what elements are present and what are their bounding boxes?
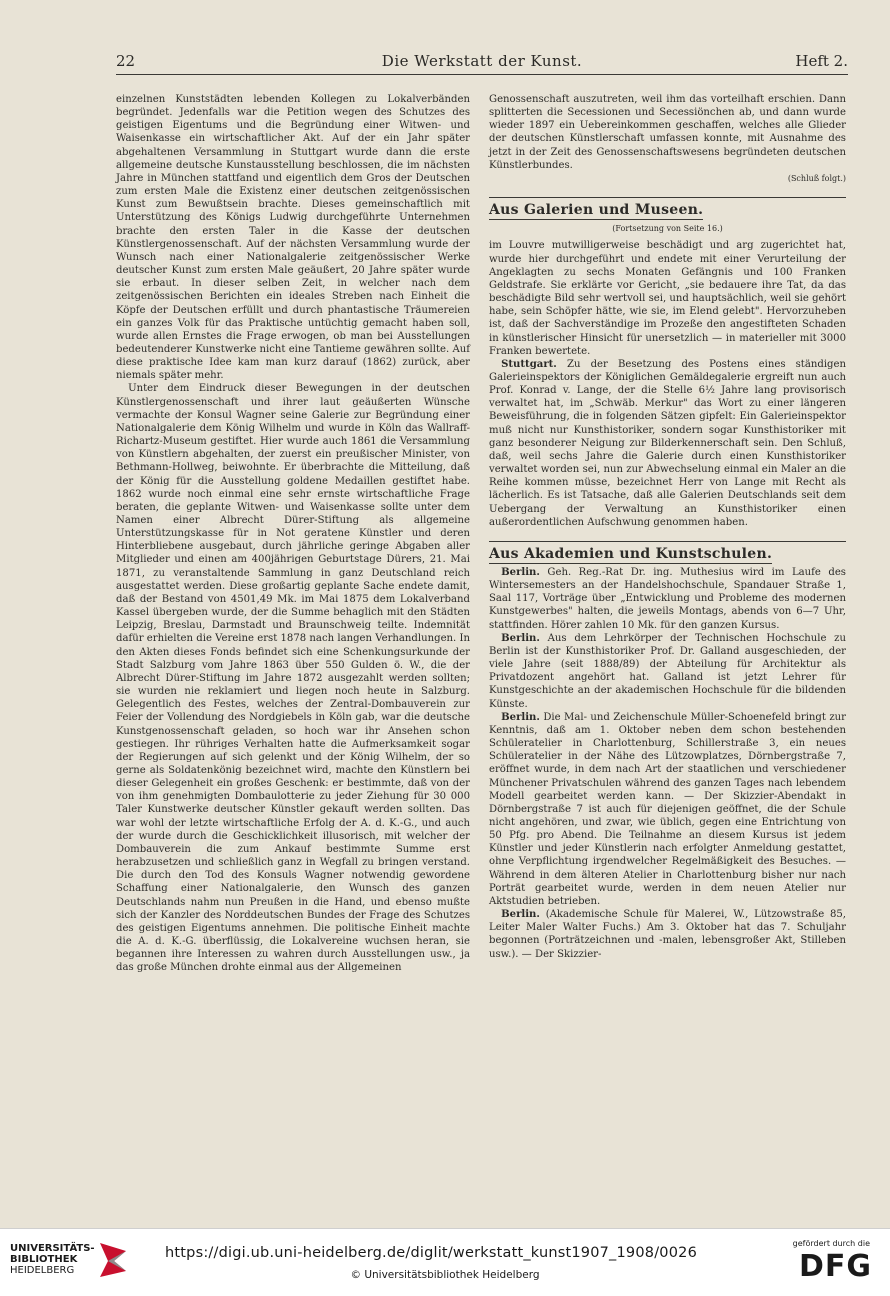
news-item xyxy=(489,908,846,961)
place-name: Berlin. xyxy=(501,909,540,921)
place-name: Stuttgart. xyxy=(501,358,557,370)
running-head xyxy=(116,50,848,75)
to-be-continued: (Schluß folgt.) xyxy=(787,173,846,183)
body-paragraph xyxy=(489,239,846,357)
section-heading-text: Aus Galerien und Museen. xyxy=(489,202,704,219)
body-paragraph: einzelnen Kunststädten lebenden Kollegen zu Lokalverbänden begründet. Jedenfalls war die Petition wegen des Schutzes des geistigen Eigentums und die Begründung einer Witwen- und Waisenkasse ein wirtschaftlicher Akt. Auf der ein Jahr später abgehaltenen Versammlung in Stuttgart wurde dann die erste allgemeine deutsche Kunstausstellung beschlossen, die im nächsten Jahre in München stattfand und eigentlich dem Gros der Deutschen zum ersten Male die Existenz einer deutschen zeitgenössischen Kunst zum Bewußtsein brachte. Dieses gemeinschaftlich mit Unterstützung des Königs Ludwig durchgeführte Unternehmen brachte den ersten Taler in die Kasse der deutschen Künstlergenossenschaft. Auf der nächsten Versammlung wurde der Wunsch nach einer Nationalgalerie zeitgenössischer Werke deutscher Kunst zum ersten Male geäußert, 20 Jahre später wurde sie erbaut. In dieser selben Zeit, in welcher nach dem zeitgenössischen Berichten ein ideales Streben nach Einheit die Köpfe der Deutschen erfüllt und durch phantastische Träumereien ein ganzes Volk für das Praktische untüchtig gemacht haben soll, wurde allen Ernstes die Frage erwogen, ob man bei Ausstellungen bedeutenderer Kunstwerke nicht eine Tantieme gewähren sollte. Auf diese praktische Idee kam man kurz darauf (1862) zurück, aber niemals später mehr. xyxy=(116,94,470,382)
news-item xyxy=(489,566,846,632)
paragraph-text: Zu der Besetzung des Postens eines ständigen Galerieinspektors der Königlichen Gemäldegalerie ergreift nun auch Prof. Konrad v. Lange, der die Stelle 6½ Jahre lang provisorisch verwaltet hat, im „Schwäb. Merkur" das Wort zu einer längeren Beweisführung, die in folgenden Sätzen gipfelt: Ein Galerieinspektor muß nicht nur Kunsthistoriker, sondern sogar Kunsthistoriker mit ganz besonderer Neigung zur Bilderkennerschaft sein. Den Schluß, daß, weil sechs Jahre die Galerie durch einen Kunsthistoriker verwaltet worden sei, nun zur Abwechselung einmal ein Maler an die Reihe kommen müsse, bezeichnet Herr von Lange mit Recht als lächerlich. Es ist Tatsache, daß alle Galerien Deutschlands seit dem Uebergang der Verwaltung an Kunsthistoriker einen außerordentlichen Aufschwung genommen haben. xyxy=(489,358,846,528)
body-paragraph: Genossenschaft auszutreten, weil ihm das vorteilhaft erschien. Dann splitterten die Secessionen und Secessiönchen ab, und dann wurde wieder 1897 ein Uebereinkommen geschaffen, welches alle Glieder der deutschen Künstlerschaft umfassen konnte, mit Ausnahme des jetzt in der Zeit des Genossenschaftswesens begründeten deutschen Künstlerbundes. xyxy=(489,94,846,171)
place-name: Berlin. xyxy=(501,632,540,644)
section-heading-galleries xyxy=(489,197,846,217)
paragraph-text: im Louvre mutwilligerweise beschädigt und arg zugerichtet hat, wurde hier durchgeführt und endete mit einer Verurteilung der Angeklagten zu sechs Monaten Gefängnis und 100 Franken Geldstrafe. Sie erklärte vor Gericht, „sie bedauere ihre Tat, da das beschädigte Bild sehr wertvoll sei, und hauptsächlich, weil sie gehört habe, sein Schöpfer hätte, wie sie, im Elend gelebt". Hervorzuheben ist, daß der Sachverständige im Prozeße den angestifteten Schaden in künstlerischer Hinsicht für unersetzlich — in materieller mit 3000 Franken bewertete. xyxy=(489,240,846,357)
news-item xyxy=(489,358,846,529)
running-title: Die Werkstatt der Kunst. xyxy=(381,52,583,70)
news-item xyxy=(489,711,846,908)
paragraph-text: Aus dem Lehrkörper der Technischen Hochschule zu Berlin ist der Kunsthistoriker Prof. Dr. Galland ausgeschieden, der viele Jahre (seit 1888/89) der Abteilung für Architektur als Privatdozent angehört hat. Galland ist jetzt Lehrer für Kunstgeschichte an der akademischen Hochschule für die bildenden Künste. xyxy=(489,632,846,710)
paragraph-text: Geh. Reg.-Rat Dr. ing. Muthesius wird im Laufe des Wintersemesters an der Handelshochschule, Spandauer Straße 1, Saal 117, Vorträge über „Entwicklung und Probleme des modernen Kunstgewerbes" halten, die jeweils Montags, abends von 6—7 Uhr, stattfinden. Hörer zahlen 10 Mk. für den ganzen Kursus. xyxy=(489,567,846,631)
place-name: Berlin. xyxy=(501,567,540,578)
body-paragraph: Unter dem Eindruck dieser Bewegungen in der deutschen Künstlergenossenschaft und ihrer laut geäußerten Wünsche vermachte der Konsul Wagner seine Galerie zur Begründung einer Nationalgalerie dem König Wilhelm und wurde in Köln das Wallraff-Richartz-Museum gestiftet. Hier wurde auch 1861 die Versammlung von Künstlern abgehalten, der zuerst ein preußischer Minister, von Bethmann-Hollweg, beiwohnte. Er überbrachte die Mitteilung, daß der König für die Ausstellung goldene Medaillen gestiftet habe. 1862 wurde noch einmal eine sehr ernste wirtschaftliche Frage beraten, die geplante Witwen- und Waisenkasse sollte unter dem Namen einer Albrecht Dürer-Stiftung als allgemeine Unterstützungskasse für in Not geratene Künstler und deren Hinterbliebene ausgebaut, durch jährliche geringe Abgaben aller Mitglieder und einen am 400jährigen Geburtstage Dürers, 21. Mai 1871, zu veranstaltende Sammlung in ganz Deutschland reich ausgestattet werden. Diese großartig geplante Sache endete damit, daß der Bestand von 4501,49 Mk. im Mai 1875 dem Lokalverband Kassel übergeben wurde, der die Summe behaglich mit den Städten Leipzig, Breslau, Darmstadt und Braunschweig teilte. Indemnität dafür erhielten die Vereine erst 1878 nach langen Verhandlungen. In den Akten dieses Fonds befindet sich eine Schenkungsurkunde der Stadt Salzburg vom Jahre 1863 über 550 Gulden ö. W., die der Albrecht Dürer-Stiftung im Jahre 1872 ausgezahlt werden sollten; sie wurden nie reklamiert und liegen noch heute in Salzburg. Gelegentlich des Festes, welches der Zentral-Dombauverein zur Feier der Vollendung des Nordgiebels in Köln gab, war die deutsche Kunstgenossenschaft geladen, so hoch war ihr Ansehen schon gestiegen. Ihr rühriges Verhalten hatte die Aufmerksamkeit sogar der Regierungen auf sich gelenkt und der König Wilhelm, der so gerne als Soldatenkönig bezeichnet wird, machte den Künstlern bei dieser Gelegenheit ein großes Geschenk: er bestimmte, daß von der von ihm genehmigten Dombaulotterie zu jeder Ziehung für 30 000 Taler Kunstwerke deutscher Künstler gekauft werden sollten. Das war wohl der letzte wirtschaftliche Erfolg der A. d. K.-G., und auch der wurde durch die Geschicklichkeit illusorisch, mit welcher der Dombauverein die zum Ankauf bestimmte Summe erst herabzusetzen und schließlich ganz in Wegfall zu bringen verstand. Die durch den Tod des Konsuls Wagner notwendig gewordene Schaffung einer Nationalgalerie, den Wunsch des ganzen Deutschlands nahm nun Preußen in die Hand, und ebenso mußte sich der Kanzler des Norddeutschen Bundes der Frage des Schutzes des geistigen Eigentums annehmen. Die politische Einheit machte die A. d. K.-G. überflüssig, die Lokalvereine wuchsen heran, sie begannen ihre Interessen zu wahren durch Ausstellungen usw., ja das große München drohte einmal aus der Allgemeinen xyxy=(116,383,470,974)
news-item xyxy=(489,632,846,711)
right-column xyxy=(489,93,846,961)
sponsor-label: gefördert durch die xyxy=(792,1239,870,1248)
digitization-footer xyxy=(0,1228,890,1296)
dfg-logo[interactable]: DFG xyxy=(798,1249,872,1284)
library-name-line: BIBLIOTHEK xyxy=(10,1254,78,1265)
continuation-note: (Fortsetzung von Seite 16.) xyxy=(612,224,723,234)
left-column xyxy=(116,93,470,974)
place-name: Berlin. xyxy=(501,711,540,723)
permalink-url[interactable]: https://digi.ub.uni-heidelberg.de/diglit/werkstatt_kunst1907_1908/0026 xyxy=(165,1245,697,1261)
issue-number: Heft 2. xyxy=(795,52,848,70)
paragraph-text: (Akademische Schule für Malerei, W., Lützowstraße 85, Leiter Maler Walter Fuchs.) Am 3. Oktober hat das 7. Schuljahr begonnen (Porträtzeichnen und -malen, lebensgroßer Akt, Stilleben usw.). — Der Skizzier- xyxy=(489,909,846,960)
page-number: 22 xyxy=(116,52,136,70)
section-heading-text: Aus Akademien und Kunstschulen. xyxy=(489,545,773,562)
library-name-line: UNIVERSITÄTS- xyxy=(10,1243,95,1254)
copyright-notice: © Universitätsbibliothek Heidelberg xyxy=(350,1269,540,1281)
section-heading-academies xyxy=(489,541,846,561)
paragraph-text: Die Mal- und Zeichenschule Müller-Schoenefeld bringt zur Kenntnis, daß am 1. Oktober neben dem schon bestehenden Schüleratelier in Charlottenburg, Schillerstraße 3, ein neues Schüleratelier in der Nähe des Lützowplatzes, Dörnbergstraße 7, eröffnet wurde, in dem nach Art der staatlichen und verschiedener Münchener Privatschulen während des ganzen Tages nach lebendem Modell gearbeitet werden kann. — Der Skizzier-Abendakt in Dörnbergstraße 7 ist auch für diejenigen geöffnet, die der Schule nicht angehören, und zwar, wie üblich, gegen eine Entrichtung von 50 Pfg. pro Abend. Die Teilnahme an diesem Kursus ist jedem Künstler und jeder Künstlerin nach erfolgter Anmeldung gestattet, ohne Verpflichtung irgendwelcher Regelmäßigkeit des Besuches. — Während in dem älteren Atelier in Charlottenburg bisher nur nach Porträt gearbeitet wurde, werden in dem neuen Atelier nur Aktstudien betrieben. xyxy=(489,711,846,907)
library-name-line: HEIDELBERG xyxy=(10,1265,75,1276)
